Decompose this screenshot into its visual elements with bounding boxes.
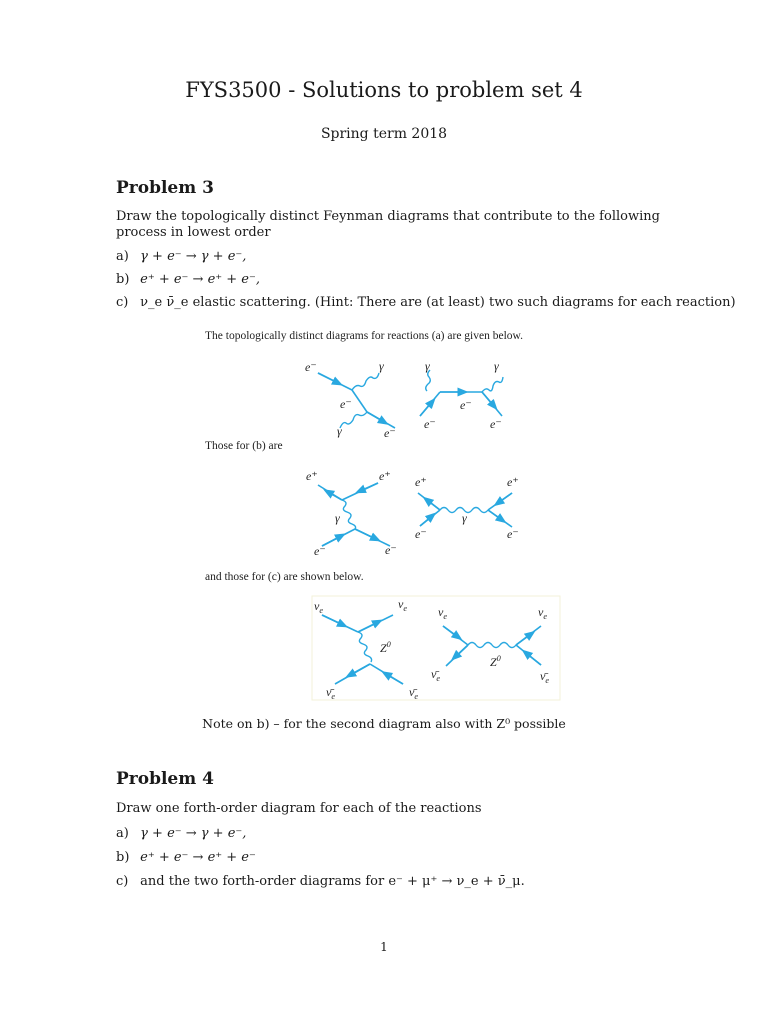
z-boson-line: [468, 643, 516, 648]
label-z-boson: $Z^0$: [380, 640, 391, 655]
item-label: a): [116, 826, 129, 841]
item-text: and the two forth-order diagrams for e⁻ + μ⁺ → ν_e + ν̄_μ.: [140, 874, 525, 889]
item-label: a): [116, 249, 129, 264]
item-label: b): [116, 272, 130, 287]
label-electron: e⁻: [384, 426, 396, 440]
problem-4-heading: Problem 4: [116, 769, 214, 789]
z-boson-line: [358, 632, 372, 662]
page-title: FYS3500 - Solutions to problem set 4: [185, 78, 583, 102]
label-neutrino: $\nu_e$: [538, 605, 547, 621]
label-photon: γ: [494, 359, 499, 373]
label-positron: e⁺: [507, 475, 519, 489]
label-photon: γ: [462, 511, 467, 525]
page-number: 1: [380, 940, 388, 954]
label-electron: e⁻: [305, 360, 317, 374]
page-subtitle: Spring term 2018: [320, 126, 448, 142]
label-antineutrino: $\nū_e$: [540, 669, 549, 685]
arrow: [350, 664, 370, 675]
arrow: [322, 615, 343, 625]
label-neutrino: $\nu_e$: [398, 597, 407, 613]
arrow: [455, 645, 468, 657]
label-electron: e⁻: [415, 527, 427, 541]
problem-4-item-a: [116, 826, 246, 841]
label-photon: γ: [379, 359, 384, 373]
label-electron: e⁻: [460, 398, 472, 412]
item-text: γ + e⁻ → γ + e⁻,: [140, 249, 247, 264]
item-text: γ + e⁻ → γ + e⁻,: [140, 826, 247, 841]
arrow: [516, 634, 531, 645]
label-electron: e⁻: [490, 417, 502, 431]
item-label: c): [116, 295, 129, 310]
label-positron: e⁺: [306, 469, 318, 483]
problem-3-intro: Draw the topologically distinct Feynman diagrams that contribute to the following process in lowest order: [116, 209, 660, 240]
problem-4-item-c: [116, 874, 525, 889]
problem-3-note: Note on b) – for the second diagram also with Z⁰ possible: [202, 716, 566, 731]
label-electron: e⁻: [385, 543, 397, 557]
label-positron: e⁺: [379, 469, 391, 483]
label-positron: e⁺: [415, 475, 427, 489]
arrow: [386, 674, 403, 684]
arrow: [358, 622, 378, 632]
label-antineutrino: $\nū_e$: [431, 667, 440, 683]
label-electron: e⁻: [314, 544, 326, 558]
figure-caption-c: and those for (c) are shown below.: [205, 571, 364, 583]
problem-4-intro: Draw one forth-order diagram for each of the reactions: [116, 801, 482, 816]
label-electron: e⁻: [340, 397, 352, 411]
label-photon: γ: [425, 359, 430, 373]
label-electron: e⁻: [507, 527, 519, 541]
arrow: [526, 653, 541, 665]
label-photon: γ: [335, 511, 340, 525]
label-neutrino: $\nu_e$: [314, 599, 323, 615]
label-photon: γ: [337, 424, 342, 438]
item-text: ν_e ν̄_e elastic scattering. (Hint: There are (at least) two such diagrams for each reaction): [140, 295, 736, 310]
label-neutrino: $\nu_e$: [438, 605, 447, 621]
label-electron: e⁻: [424, 417, 436, 431]
label-antineutrino: $\nū_e$: [409, 685, 418, 701]
figure-caption-a: The topologically distinct diagrams for reactions (a) are given below.: [205, 330, 523, 342]
label-antineutrino: $\nū_e$: [326, 685, 335, 701]
item-label: b): [116, 850, 130, 865]
figure-frame: [312, 596, 560, 700]
item-text: e⁺ + e⁻ → e⁺ + e⁻,: [140, 272, 260, 287]
problem-3-heading: Problem 3: [116, 178, 214, 198]
problem-4-item-b: [116, 850, 256, 865]
label-z-boson: $Z^0$: [490, 654, 501, 669]
item-label: c): [116, 874, 129, 889]
item-text: e⁺ + e⁻ → e⁺ + e⁻: [140, 850, 256, 865]
figure-caption-b: Those for (b) are: [205, 440, 283, 452]
arrow: [443, 626, 458, 637]
